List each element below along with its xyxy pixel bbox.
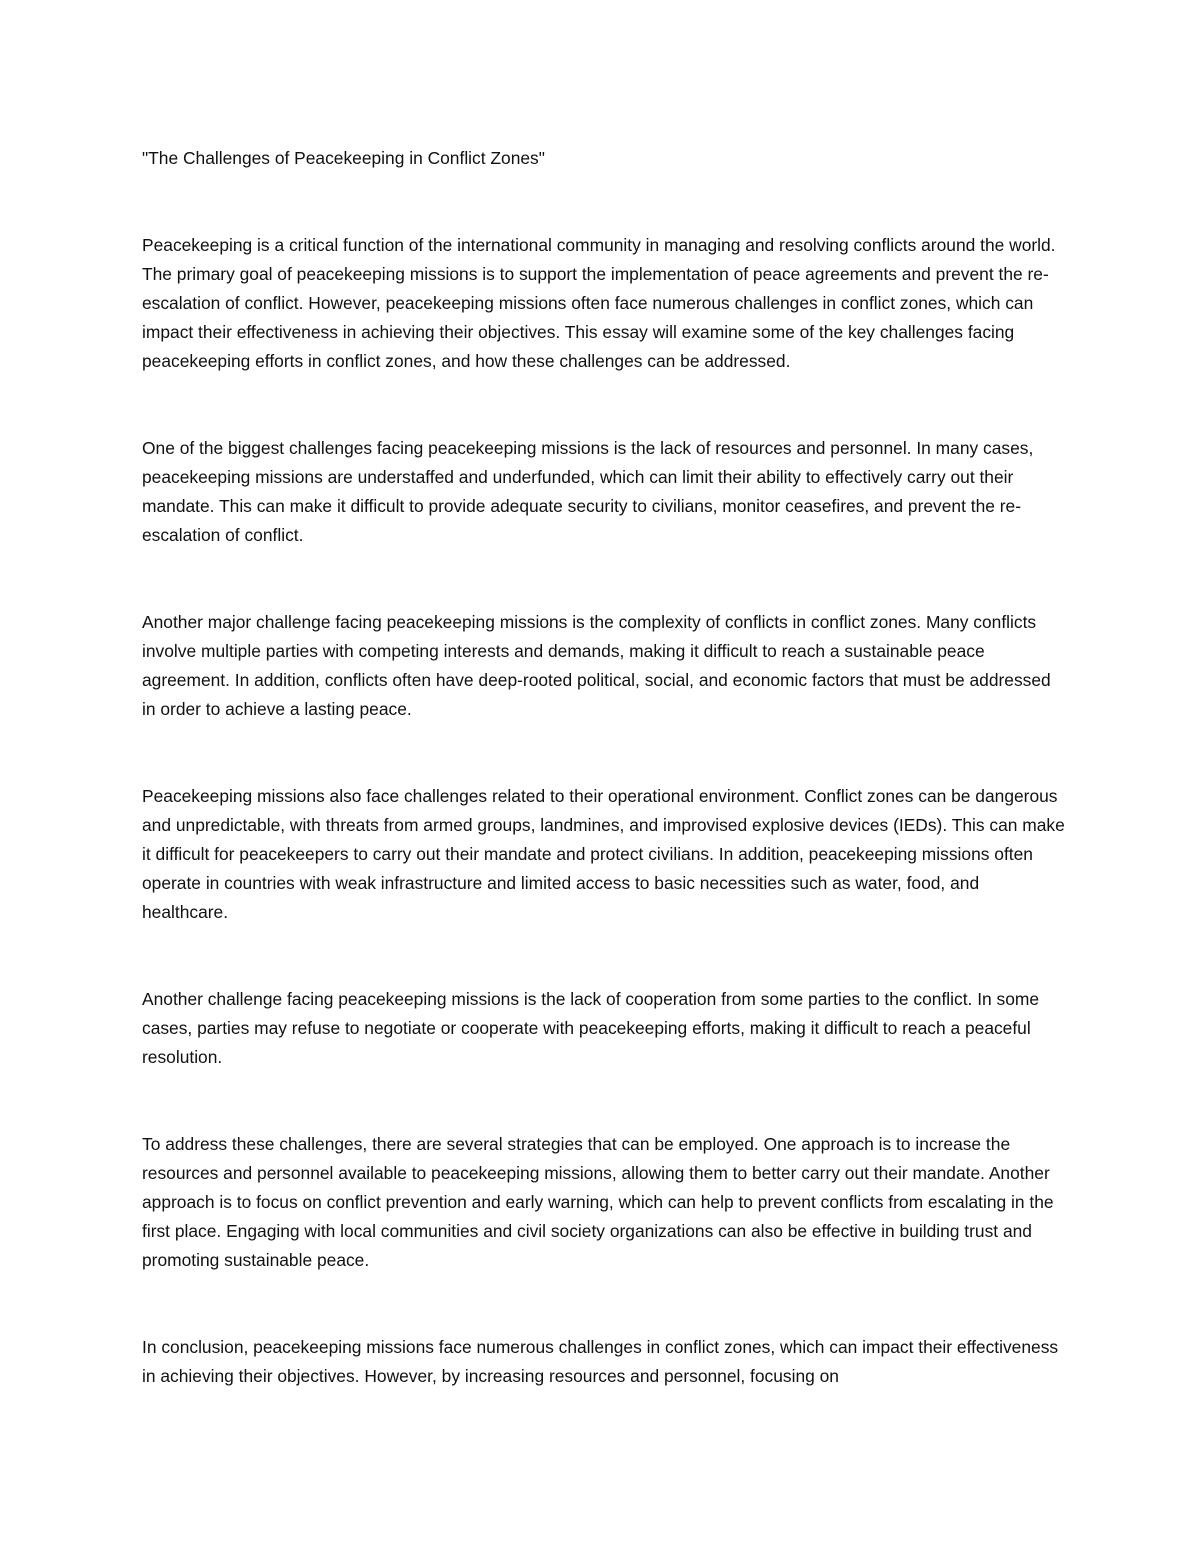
paragraph-operational-environment: Peacekeeping missions also face challenges related to their operational environment. Conflict zones can be dangerous and unpredictable, with threats from armed groups, landmines, and improvised explosive devices (IEDs). This can make it difficult for peacekeepers to carry out their mandate and protect civilians. In addition, peacekeeping missions often operate in countries with weak infrastructure and limited access to basic necessities such as water, food, and healthcare.	[142, 786, 1065, 922]
paragraph-cooperation: Another challenge facing peacekeeping missions is the lack of cooperation from some parties to the conflict. In some cases, parties may refuse to negotiate or cooperate with peacekeeping efforts, making it difficult to reach a peaceful resolution.	[142, 989, 1040, 1067]
document-title: "The Challenges of Peacekeeping in Conflict Zones"	[142, 148, 545, 168]
paragraph-conclusion: In conclusion, peacekeeping missions face numerous challenges in conflict zones, which can impact their effectiveness in achieving their objectives. However, by increasing resources and personnel, focusing on	[142, 1337, 1059, 1386]
paragraph-resources: One of the biggest challenges facing peacekeeping missions is the lack of resources and personnel. In many cases, peacekeeping missions are understaffed and underfunded, which can limit their ability to effectively carry out their mandate. This can make it difficult to provide adequate security to civilians, monitor ceasefires, and prevent the re-escalation of conflict.	[142, 438, 1034, 545]
document-body	[142, 144, 1067, 1449]
paragraph-strategies: To address these challenges, there are several strategies that can be employed. One approach is to increase the resources and personnel available to peacekeeping missions, allowing them to better carry out their mandate. Another approach is to focus on conflict prevention and early warning, which can help to prevent conflicts from escalating in the first place. Engaging with local communities and civil society organizations can also be effective in building trust and promoting sustainable peace.	[142, 1134, 1054, 1270]
paragraph-complexity: Another major challenge facing peacekeeping missions is the complexity of conflicts in conflict zones. Many conflicts involve multiple parties with competing interests and demands, making it difficult to reach a sustainable peace agreement. In addition, conflicts often have deep-rooted political, social, and economic factors that must be addressed in order to achieve a lasting peace.	[142, 612, 1051, 719]
paragraph-introduction: Peacekeeping is a critical function of the international community in managing and resolving conflicts around the world. The primary goal of peacekeeping missions is to support the implementation of peace agreements and prevent the re-escalation of conflict. However, peacekeeping missions often face numerous challenges in conflict zones, which can impact their effectiveness in achieving their objectives. This essay will examine some of the key challenges facing peacekeeping efforts in conflict zones, and how these challenges can be addressed.	[142, 235, 1056, 371]
